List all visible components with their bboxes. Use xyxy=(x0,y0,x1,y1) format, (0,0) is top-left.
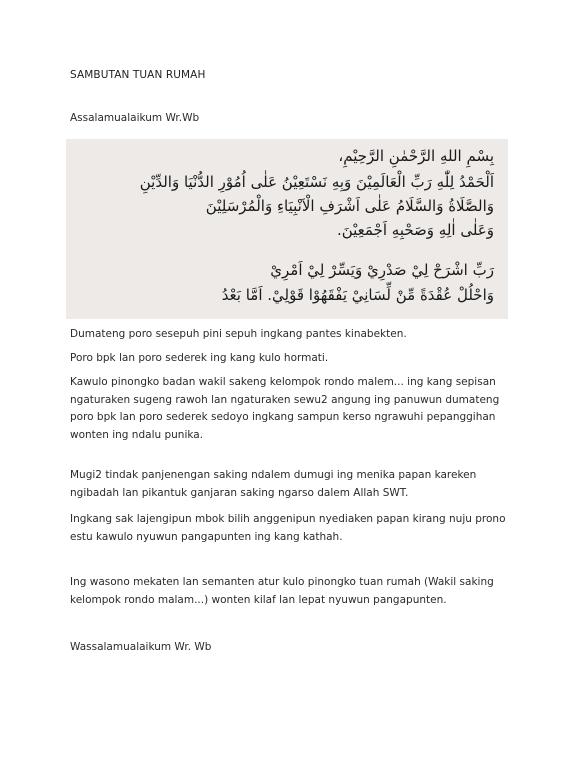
paragraph: Ingkang sak lajengipun mbok bilih anggenipun nyediaken papan kirang nuju prono estu kawulo nyuwun pangapunten ing kang kathah. xyxy=(70,513,506,543)
arabic-line: اَلْحَمْدُ لِلّٰهِ رَبِّ الْعَالَمِيْنَ وَبِهِ نَسْتَعِيْنُ عَلٰى اُمُوْرِ الدُّنْيَا وَالدِّيْنِ xyxy=(139,173,494,191)
paragraph: Poro bpk lan poro sederek ing kang kulo hormati. xyxy=(70,352,329,364)
opening-greeting: Assalamualaikum Wr.Wb xyxy=(70,112,200,124)
closing-greeting: Wassalamualaikum Wr. Wb xyxy=(70,641,212,653)
arabic-line: وَعَلٰى اٰلِهِ وَصَحْبِهِ اَجْمَعِيْنَ. xyxy=(336,221,494,239)
document-title: SAMBUTAN TUAN RUMAH xyxy=(70,69,206,81)
paragraph: Kawulo pinongko badan wakil sakeng kelompok rondo malem... ing kang sepisan ngaturaken sugeng rawoh lan ngaturaken sewu2 angung ing panuwun dumateng poro bpk lan poro sederek sedoyo ingkang sampun kerso ngrawuhi pepanggihan wonten ing ndalu punika. xyxy=(70,376,500,441)
paragraph: Mugi2 tindak panjenengan saking ndalem dumugi ing menika papan kareken ngibadah lan pikantuk ganjaran saking ngarso dalem Allah SWT. xyxy=(70,469,477,499)
arabic-line: وَالصَّلَاةُ وَالسَّلَامُ عَلٰى اَشْرَفِ الْاَنْبِيَاءِ وَالْمُرْسَلِيْنَ xyxy=(205,197,494,215)
arabic-line: وَاحْلُلْ عُقْدَةً مِّنْ لِّسَانِيْ يَفْقَهُوْا قَوْلِيْ. اَمَّا بَعْدُ xyxy=(221,286,494,304)
paragraph: Ing wasono mekaten lan semanten atur kulo pinongko tuan rumah (Wakil saking kelompok rondo malam...) wonten kilaf lan lepat nyuwun pangapunten. xyxy=(70,576,494,606)
arabic-opening-image xyxy=(66,139,508,319)
paragraph: Dumateng poro sesepuh pini sepuh ingkang pantes kinabekten. xyxy=(70,328,407,340)
arabic-line: بِسْمِ اللهِ الرَّحْمٰنِ الرَّحِيْمِ، xyxy=(338,147,494,165)
arabic-line: رَبِّ اشْرَحْ لِيْ صَدْرِيْ وَيَسِّرْ لِيْ اَمْرِيْ xyxy=(270,261,494,279)
